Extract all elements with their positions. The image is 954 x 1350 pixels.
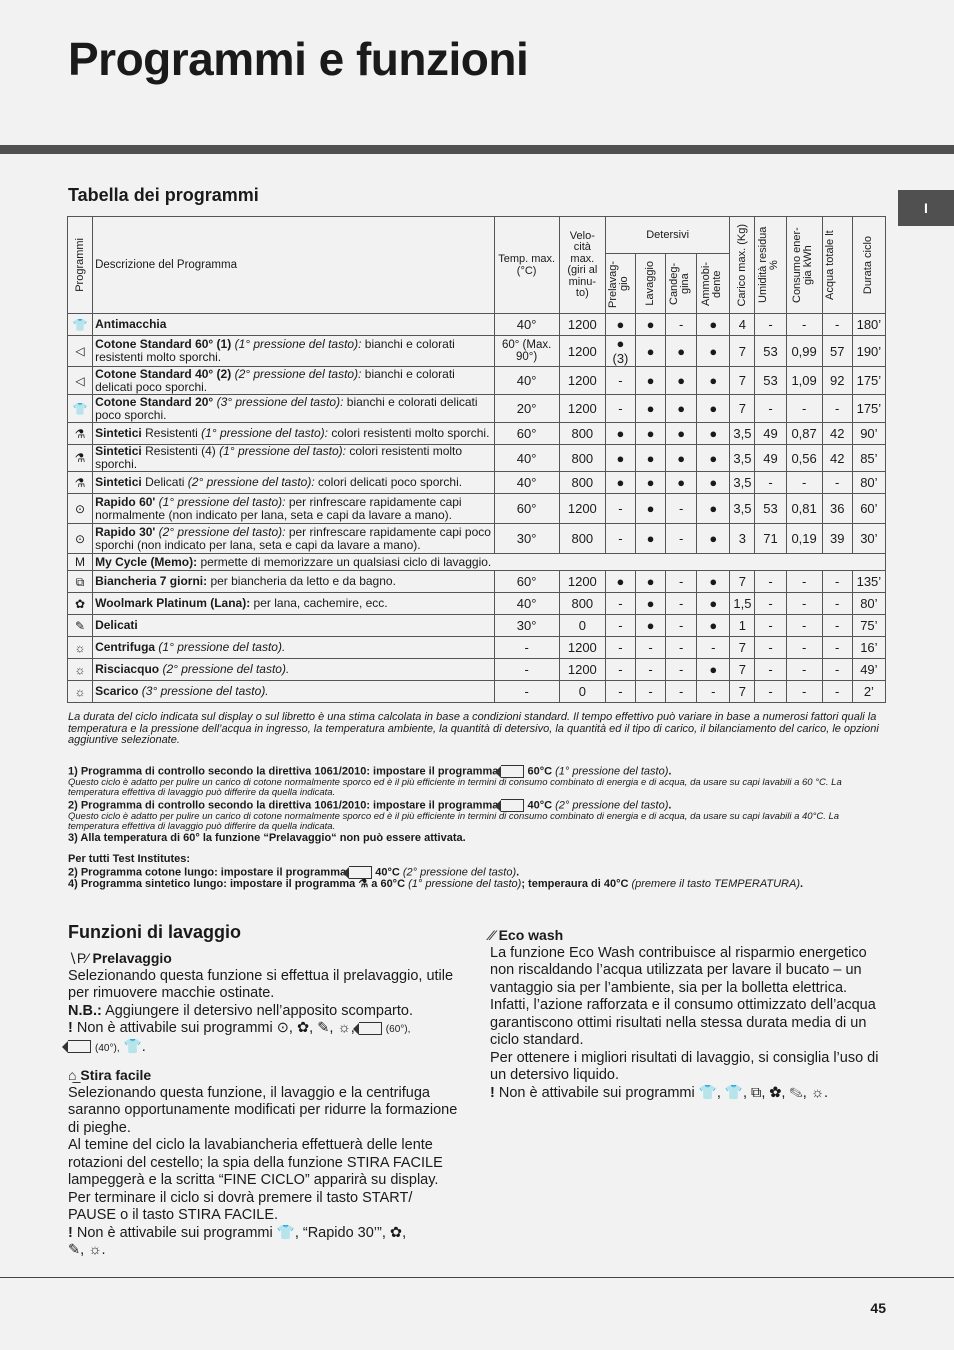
cell-durata: 175’ — [852, 367, 885, 395]
rapid-icon: ⊙ — [276, 1020, 289, 1036]
cell-umid: 53 — [755, 494, 786, 524]
program-icon-cell — [68, 472, 93, 494]
header-detersivi: Detersivi — [605, 217, 729, 254]
cell-cons: 0,81 — [786, 494, 822, 524]
cell-pre: - — [605, 593, 635, 615]
cell-carico: 1 — [730, 615, 755, 637]
cell-carico: 7 — [730, 395, 755, 423]
cell-amm: - — [697, 637, 730, 659]
cell-lav: ● — [636, 494, 666, 524]
cell-pre: ● — [605, 314, 635, 336]
synthetic-icon: ⚗ — [74, 426, 86, 441]
cell-lav: ● — [636, 314, 666, 336]
cell-umid: - — [755, 593, 786, 615]
cell-speed: 1200 — [559, 659, 605, 681]
cell-acqua: - — [822, 681, 852, 703]
cell-temp: 40° — [494, 314, 559, 336]
header-rule — [0, 145, 954, 154]
cell-durata: 2’ — [852, 681, 885, 703]
cell-lav: ● — [636, 445, 666, 472]
cell-durata: 30’ — [852, 524, 885, 554]
cell-cand: - — [666, 593, 697, 615]
program-icon-cell — [68, 524, 93, 554]
cell-durata: 135’ — [852, 571, 885, 593]
cell-cons: - — [786, 615, 822, 637]
cell-durata: 85’ — [852, 445, 885, 472]
cell-temp: 40° — [494, 472, 559, 494]
bedding-icon: ⧉ — [751, 1084, 762, 1101]
program-description: Woolmark Platinum (Lana): per lana, cachemire, ecc. — [93, 593, 494, 615]
cell-cand: ● — [666, 367, 697, 395]
cotton-icon — [501, 799, 524, 812]
cell-speed: 1200 — [559, 494, 605, 524]
cell-umid: - — [755, 681, 786, 703]
page-title: Programmi e funzioni — [68, 33, 529, 85]
cell-acqua: - — [822, 637, 852, 659]
footnote-2-detail: Questo ciclo è adatto per pulire un carico di cotone normalmente sporco ed è il più efficiente in termini di consumo combinato di energia e di acqua, da usare su capi lavabili a 40°C. La temperatura effettiva di lavaggio può differire da quella indicata. — [68, 810, 840, 832]
cell-umid: - — [755, 615, 786, 637]
cell-pre: - — [605, 659, 635, 681]
table-row — [68, 593, 886, 615]
table-row — [68, 554, 886, 571]
cell-amm: ● — [697, 314, 730, 336]
cell-amm: ● — [697, 494, 730, 524]
cotton-20-icon: 👕 — [72, 401, 88, 416]
cell-cand: - — [666, 681, 697, 703]
cell-lav: - — [636, 659, 666, 681]
cell-amm: ● — [697, 659, 730, 681]
cell-temp: 60° — [494, 494, 559, 524]
program-icon-cell — [68, 593, 93, 615]
cell-lav: ● — [636, 423, 666, 445]
cell-speed: 1200 — [559, 336, 605, 367]
memo-icon: M — [75, 555, 86, 569]
cell-cons: - — [786, 314, 822, 336]
cell-amm: ● — [697, 367, 730, 395]
cell-acqua: - — [822, 593, 852, 615]
cell-speed: 1200 — [559, 314, 605, 336]
cell-umid: 53 — [755, 367, 786, 395]
rapid-icon: ⊙ — [75, 531, 86, 546]
program-description: Biancheria 7 giorni: per biancheria da letto e da bagno. — [93, 571, 494, 593]
cell-speed: 1200 — [559, 395, 605, 423]
header-prelavaggio: Prelavag- gio — [605, 254, 635, 314]
cell-durata: 49’ — [852, 659, 885, 681]
cell-amm: ● — [697, 593, 730, 615]
cell-acqua: 92 — [822, 367, 852, 395]
stain-icon: 👕 — [698, 1084, 717, 1101]
cell-cand: ● — [666, 445, 697, 472]
table-row — [68, 637, 886, 659]
cell-durata: 180’ — [852, 314, 885, 336]
cell-carico: 7 — [730, 571, 755, 593]
program-description: Antimacchia — [93, 314, 494, 336]
cell-temp: 30° — [494, 615, 559, 637]
cell-cons: - — [786, 395, 822, 423]
prewash-heading: ∖P⁄ Prelavaggio — [68, 950, 172, 966]
program-icon-cell — [68, 637, 93, 659]
cell-lav: ● — [636, 336, 666, 367]
header-ammorbidente: Ammobi- dente — [697, 254, 730, 314]
cell-acqua: 36 — [822, 494, 852, 524]
program-icon-cell — [68, 336, 93, 367]
cell-cons: - — [786, 681, 822, 703]
program-icon-cell — [68, 681, 93, 703]
synthetic-icon: ⚗ — [74, 475, 86, 490]
cell-cand: ● — [666, 472, 697, 494]
table-row — [68, 336, 886, 367]
cell-speed: 800 — [559, 524, 605, 554]
cell-speed: 800 — [559, 445, 605, 472]
cell-cons: - — [786, 472, 822, 494]
cell-carico: 3,5 — [730, 423, 755, 445]
cell-speed: 0 — [559, 615, 605, 637]
cell-acqua: - — [822, 659, 852, 681]
table-row — [68, 524, 886, 554]
spin-icon: ☼ — [810, 1084, 825, 1101]
cell-cand: ● — [666, 423, 697, 445]
cell-cand: ● — [666, 395, 697, 423]
header-durata: Durata ciclo — [852, 217, 885, 314]
cell-durata: 80’ — [852, 593, 885, 615]
cell-pre: ● — [605, 445, 635, 472]
woolmark-icon: ✿ — [75, 596, 86, 611]
spin-icon: ☼ — [74, 640, 86, 655]
cell-speed: 1200 — [559, 571, 605, 593]
cell-lav: ● — [636, 367, 666, 395]
cell-cons: 0,99 — [786, 336, 822, 367]
cell-speed: 1200 — [559, 367, 605, 395]
eco-wash-text: La funzione Eco Wash contribuisce al risparmio energetico non riscaldando l’acqua utilizzata per lavare il bucato – un vantaggio sia per l’ambiente, sia per la bolletta elettrica. Infatti, l’azione rafforzata e il consumo ottimizzato dell’acqua garantiscono ottimi risultati nella stessa durata media di un ciclo standard. — [490, 944, 876, 1048]
cell-umid: 49 — [755, 423, 786, 445]
cell-speed: 800 — [559, 593, 605, 615]
cell-temp: 60° — [494, 423, 559, 445]
cell-pre: - — [605, 494, 635, 524]
cell-amm: ● — [697, 615, 730, 637]
program-description: Scarico (3° pressione del tasto). — [93, 681, 494, 703]
cell-pre: ● — [605, 472, 635, 494]
cell-carico: 4 — [730, 314, 755, 336]
table-row — [68, 571, 886, 593]
program-icon-cell — [68, 494, 93, 524]
cell-cand: - — [666, 494, 697, 524]
delicate-icon: ✎ — [75, 618, 86, 633]
table-row — [68, 681, 886, 703]
cell-pre: - — [605, 395, 635, 423]
bedding-icon: ⧉ — [75, 574, 85, 589]
cell-pre: ● — [605, 423, 635, 445]
program-description: Sintetici Resistenti (1° pressione del tasto): colori resistenti molto sporchi. — [93, 423, 494, 445]
cell-lav: - — [636, 637, 666, 659]
cell-amm: ● — [697, 472, 730, 494]
cell-pre: - — [605, 524, 635, 554]
program-description: Cotone Standard 40° (2) (2° pressione del tasto): bianchi e colorati delicati poco sporchi. — [93, 367, 494, 395]
program-description: My Cycle (Memo): permette di memorizzare un qualsiasi ciclo di lavaggio. — [93, 554, 886, 571]
cell-cons: - — [786, 593, 822, 615]
cell-carico: 3,5 — [730, 472, 755, 494]
woolmark-icon: ✿ — [389, 1224, 403, 1241]
header-umidita: Umidità residua % — [755, 217, 786, 314]
cell-cons: 0,87 — [786, 423, 822, 445]
cell-amm: ● — [697, 445, 730, 472]
cell-cand: - — [666, 524, 697, 554]
cell-acqua: 42 — [822, 423, 852, 445]
programs-table — [67, 216, 886, 703]
program-icon-cell — [68, 395, 93, 423]
stain-icon: 👕 — [72, 317, 88, 332]
table-row — [68, 659, 886, 681]
cell-acqua: 57 — [822, 336, 852, 367]
footnote-1-detail: Questo ciclo è adatto per pulire un carico di cotone normalmente sporco ed è il più efficiente in termini di consumo combinato di energia e di acqua, da usare su capi lavabili a 60 °C. La temperatura effettiva di lavaggio può differire da quella indicata. — [68, 776, 842, 798]
program-icon-cell — [68, 314, 93, 336]
cell-speed: 800 — [559, 472, 605, 494]
synthetic-icon: ⚗ — [74, 451, 86, 465]
cell-temp: - — [494, 681, 559, 703]
easy-iron-heading: ⌂̲ Stira facile — [68, 1067, 152, 1083]
cotton-icon — [349, 866, 372, 879]
cell-durata: 175’ — [852, 395, 885, 423]
cell-acqua: 42 — [822, 445, 852, 472]
eco-wash-warning: ! Non è attivabile sui programmi 👕, 👕, ⧉, ✿, ✎, ☼. — [490, 1084, 829, 1101]
cell-lav: ● — [636, 593, 666, 615]
cell-umid: - — [755, 637, 786, 659]
cell-acqua: - — [822, 395, 852, 423]
language-tab: I — [898, 190, 954, 226]
cell-amm: ● — [697, 395, 730, 423]
functions-left-column — [68, 950, 458, 1260]
prewash-text: Selezionando questa funzione si effettua il prelavaggio, utile per rimuovere macchie ostinate. — [68, 967, 454, 1001]
program-icon-cell — [68, 423, 93, 445]
program-icon-cell — [68, 615, 93, 637]
header-descrizione: Descrizione del Programma — [93, 217, 494, 314]
cell-carico: 7 — [730, 336, 755, 367]
program-description: Risciacquo (2° pressione del tasto). — [93, 659, 494, 681]
cell-carico: 1,5 — [730, 593, 755, 615]
program-icon-cell — [68, 659, 93, 681]
cell-cand: - — [666, 615, 697, 637]
table-row — [68, 314, 886, 336]
header-velocita: Velo- cità max. (giri al minu- to) — [559, 217, 605, 314]
spin-icon: ☼ — [88, 1242, 102, 1258]
cell-durata: 190’ — [852, 336, 885, 367]
test-note-4: 4) Programma sintetico lungo: impostare il programma ⚗ a 60°C (1° pressione del tasto); temperaura di 40°C (premere il tasto TEMPERATURA). — [68, 877, 804, 890]
cell-speed: 1200 — [559, 637, 605, 659]
cotton-icon — [359, 1022, 382, 1035]
program-description: Cotone Standard 20° (3° pressione del tasto): bianchi e colorati delicati poco sporchi. — [93, 395, 494, 423]
prewash-warning: ! Non è attivabile sui programmi ⊙, ✿, ✎, ☼, (60°), (40°), 👕. — [68, 1020, 411, 1055]
cell-umid: 53 — [755, 336, 786, 367]
header-lavaggio: Lavaggio — [636, 254, 666, 314]
cell-lav: - — [636, 681, 666, 703]
table-row — [68, 367, 886, 395]
cell-acqua: 39 — [822, 524, 852, 554]
program-description: Centrifuga (1° pressione del tasto). — [93, 637, 494, 659]
cell-durata: 75’ — [852, 615, 885, 637]
program-description: Cotone Standard 60° (1) (1° pressione del tasto): bianchi e colorati resistenti molto sporchi. — [93, 336, 494, 367]
prewash-note: N.B.: Aggiungere il detersivo nell’apposito scomparto. — [68, 1002, 413, 1019]
cell-carico: 7 — [730, 659, 755, 681]
cell-cons: 1,09 — [786, 367, 822, 395]
eco-wash-text-2: Per ottenere i migliori risultati di lavaggio, si consiglia l’uso di un detersivo liquido. — [490, 1049, 879, 1083]
program-description: Delicati — [93, 615, 494, 637]
cell-pre: - — [605, 367, 635, 395]
cell-temp: 60° — [494, 571, 559, 593]
header-candeggina: Candeg- gina — [666, 254, 697, 314]
cell-amm: ● — [697, 524, 730, 554]
easy-iron-text-2: Al temine del ciclo la lavabiancheria effettuerà delle lente rotazioni del cestello; la spia della funzione STIRA FACILE lampeggerà e la scritta “FINE CICLO” apparirà su display. Per terminare il ciclo si dovrà premere il tasto START/ PAUSE o il tasto STIRA FACILE. — [68, 1137, 443, 1223]
cotton-icon: ◁ — [75, 344, 85, 358]
synthetic-icon: ⚗ — [358, 877, 369, 890]
cell-cons: 0,19 — [786, 524, 822, 554]
eco-wash-heading: ⁄⁄ Eco wash — [490, 927, 564, 943]
program-icon-cell — [68, 367, 93, 395]
easy-iron-warning: ! Non è attivabile sui programmi 👕, “Rapido 30’”, ✿, ✎, ☼. — [68, 1224, 407, 1258]
cell-amm: ● — [697, 336, 730, 367]
drain-icon: ☼ — [74, 684, 86, 699]
cell-umid: - — [755, 472, 786, 494]
prewash-icon: ∖P⁄ — [68, 950, 89, 966]
header-temp: Temp. max. (°C) — [494, 217, 559, 314]
spin-icon: ☼ — [337, 1020, 351, 1036]
cell-umid: 49 — [755, 445, 786, 472]
program-icon-cell — [68, 445, 93, 472]
cell-carico: 3 — [730, 524, 755, 554]
cotton-icon — [501, 765, 524, 778]
cell-speed: 800 — [559, 423, 605, 445]
cell-pre: - — [605, 681, 635, 703]
cotton-icon: ◁ — [75, 373, 85, 388]
delicate-icon: ✎ — [789, 1084, 803, 1101]
cell-temp: 40° — [494, 445, 559, 472]
functions-title: Funzioni di lavaggio — [68, 922, 241, 942]
header-consumo: Consumo ener- gia kWh — [786, 217, 822, 314]
easy-iron-text: Selezionando questa funzione, il lavaggio e la centrifuga saranno opportunamente modificati per ridurre la formazione di pieghe. — [68, 1084, 458, 1136]
functions-right-column — [490, 927, 886, 1102]
cotton-20-icon: 👕 — [123, 1038, 142, 1055]
cell-acqua: - — [822, 314, 852, 336]
header-programmi: Programmi — [68, 217, 93, 314]
cell-umid: - — [755, 571, 786, 593]
cell-temp: 40° — [494, 593, 559, 615]
stain-icon: 👕 — [276, 1224, 295, 1241]
table-row — [68, 445, 886, 472]
cell-umid: 71 — [755, 524, 786, 554]
cell-temp: - — [494, 659, 559, 681]
table-row — [68, 472, 886, 494]
test-institutes-label: Per tutti Test Institutes: — [68, 853, 191, 865]
program-icon-cell — [68, 571, 93, 593]
cell-lav: ● — [636, 615, 666, 637]
cotton-20-icon: 👕 — [724, 1084, 743, 1101]
cell-carico: 3,5 — [730, 445, 755, 472]
program-description: Rapido 60' (1° pressione del tasto): per rinfrescare rapidamente capi normalmente (non indicato per lana, seta e capi da lavare a mano). — [93, 494, 494, 524]
delicate-icon: ✎ — [317, 1020, 330, 1036]
header-carico: Carico max. (Kg) — [730, 217, 755, 314]
cell-pre: - — [605, 637, 635, 659]
cell-acqua: - — [822, 472, 852, 494]
cell-cons: 0,56 — [786, 445, 822, 472]
cell-acqua: - — [822, 571, 852, 593]
footnote-2: 2) Programma di controllo secondo la direttiva 1061/2010: impostare il programma 40°C (2° pressione del tasto). — [68, 798, 672, 811]
footer-rule — [0, 1277, 954, 1278]
cell-lav: ● — [636, 571, 666, 593]
iron-icon: ⌂̲ — [68, 1067, 77, 1083]
cell-umid: - — [755, 314, 786, 336]
cell-temp: 40° — [494, 367, 559, 395]
cell-pre: ● (3) — [605, 336, 635, 367]
cell-umid: - — [755, 395, 786, 423]
rinse-icon: ☼ — [74, 662, 86, 677]
header-acqua: Acqua totale lt — [822, 217, 852, 314]
table-row — [68, 423, 886, 445]
cell-lav: ● — [636, 472, 666, 494]
cell-acqua: - — [822, 615, 852, 637]
cell-temp: - — [494, 637, 559, 659]
cell-pre: - — [605, 615, 635, 637]
cell-amm: ● — [697, 571, 730, 593]
notes-block — [68, 712, 886, 890]
cotton-icon — [68, 1040, 91, 1053]
cell-cons: - — [786, 637, 822, 659]
duration-disclaimer: La durata del ciclo indicata sul display o sul libretto è una stima calcolata in base a condizioni standard. Il tempo effettivo può variare in base a numerosi fattori quali la temperatura e la pressione dell’acqua in ingresso, la temperatura ambiente, la quantità di detersivo, la quantità ed il tipo di carico, il bilanciamento del carico, le opzioni aggiuntive selezionate. — [68, 711, 879, 746]
woolmark-icon: ✿ — [296, 1020, 310, 1036]
cell-speed: 0 — [559, 681, 605, 703]
cell-cand: ● — [666, 336, 697, 367]
cell-amm: - — [697, 681, 730, 703]
cell-cand: - — [666, 637, 697, 659]
table-row — [68, 395, 886, 423]
cell-durata: 90’ — [852, 423, 885, 445]
program-description: Sintetici Delicati (2° pressione del tasto): colori delicati poco sporchi. — [93, 472, 494, 494]
program-description: Sintetici Resistenti (4) (1° pressione del tasto): colori resistenti molto sporchi. — [93, 445, 494, 472]
cell-durata: 80’ — [852, 472, 885, 494]
cell-cand: - — [666, 571, 697, 593]
program-icon-cell — [68, 554, 93, 571]
cell-cons: - — [786, 659, 822, 681]
cell-lav: ● — [636, 524, 666, 554]
cell-lav: ● — [636, 395, 666, 423]
cell-temp: 60° (Max. 90°) — [494, 336, 559, 367]
program-description: Rapido 30' (2° pressione del tasto): per rinfrescare rapidamente capi poco sporchi (non indicato per lana, seta e capi da lavare a mano). — [93, 524, 494, 554]
cell-carico: 7 — [730, 681, 755, 703]
cell-carico: 7 — [730, 367, 755, 395]
cell-cons: - — [786, 571, 822, 593]
page-number: 45 — [870, 1300, 886, 1316]
test-note-2: 2) Programma cotone lungo: impostare il programma 40°C (2° pressione del tasto). — [68, 865, 520, 878]
cell-durata: 60’ — [852, 494, 885, 524]
cell-carico: 7 — [730, 637, 755, 659]
cell-durata: 16’ — [852, 637, 885, 659]
table-row — [68, 615, 886, 637]
cell-cand: - — [666, 314, 697, 336]
footnote-1: 1) Programma di controllo secondo la direttiva 1061/2010: impostare il programma 60°C (1° pressione del tasto). — [68, 764, 672, 777]
footnote-3: 3) Alla temperatura di 60° la funzione “Prelavaggio“ non può essere attivata. — [68, 831, 466, 844]
rapid-icon: ⊙ — [75, 501, 86, 516]
cell-pre: ● — [605, 571, 635, 593]
table-section-title: Tabella dei programmi — [68, 185, 259, 205]
table-row — [68, 494, 886, 524]
cell-umid: - — [755, 659, 786, 681]
woolmark-icon: ✿ — [769, 1084, 782, 1101]
leaf-icon: ⁄⁄ — [490, 927, 495, 943]
cell-amm: ● — [697, 423, 730, 445]
delicate-icon: ✎ — [68, 1242, 81, 1258]
cell-temp: 20° — [494, 395, 559, 423]
cell-carico: 3,5 — [730, 494, 755, 524]
cell-temp: 30° — [494, 524, 559, 554]
cell-cand: - — [666, 659, 697, 681]
